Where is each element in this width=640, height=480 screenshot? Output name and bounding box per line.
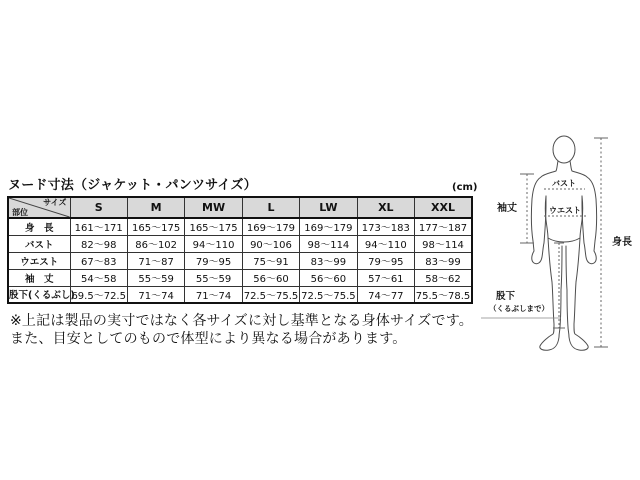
size-cell: 86～102	[127, 235, 184, 252]
size-cell: 98～114	[300, 235, 357, 252]
size-axis-label: サイズ	[43, 198, 67, 207]
column-header-xxl: XXL	[415, 197, 472, 218]
size-cell: 165～175	[185, 218, 242, 235]
size-cell: 79～95	[357, 252, 414, 269]
row-label-sleeve: 袖 丈	[8, 269, 70, 286]
column-header-xl: XL	[357, 197, 414, 218]
size-cell: 71～87	[127, 252, 184, 269]
inseam-label-line2: （くるぶしまで）	[489, 304, 549, 313]
bust-label: バスト	[552, 179, 576, 188]
size-cell: 82～98	[70, 235, 127, 252]
size-cell: 75～91	[242, 252, 299, 269]
column-header-s: S	[70, 197, 127, 218]
figure-left-leg	[540, 238, 562, 350]
size-cell: 169～179	[300, 218, 357, 235]
part-axis-label: 部位	[12, 208, 28, 217]
figure-right-leg	[566, 238, 588, 350]
size-cell: 83～99	[300, 252, 357, 269]
row-label-waist: ウエスト	[8, 252, 70, 269]
size-cell: 169～179	[242, 218, 299, 235]
size-cell: 75.5～78.5	[415, 286, 472, 303]
column-header-lw: LW	[300, 197, 357, 218]
size-cell: 55～59	[127, 269, 184, 286]
size-cell: 177～187	[415, 218, 472, 235]
size-cell: 79～95	[185, 252, 242, 269]
size-cell: 72.5～75.5	[242, 286, 299, 303]
unit-label: (cm)	[452, 182, 478, 193]
size-cell: 90～106	[242, 235, 299, 252]
note-line-2: また、目安としてのもので体型により異なる場合があります。	[10, 331, 407, 347]
size-cell: 161～171	[70, 218, 127, 235]
sleeve-label: 袖丈	[497, 203, 517, 214]
size-cell: 98～114	[415, 235, 472, 252]
size-cell: 94～110	[185, 235, 242, 252]
size-cell: 72.5～75.5	[300, 286, 357, 303]
size-cell: 74～77	[357, 286, 414, 303]
figure-torso	[545, 196, 583, 242]
size-cell: 58～62	[415, 269, 472, 286]
row-label-height: 身 長	[8, 218, 70, 235]
size-cell: 165～175	[127, 218, 184, 235]
size-cell: 83～99	[415, 252, 472, 269]
size-cell: 94～110	[357, 235, 414, 252]
column-header-l: L	[242, 197, 299, 218]
height-label: 身長	[612, 237, 632, 248]
figure-head	[553, 136, 575, 163]
size-cell: 71～74	[127, 286, 184, 303]
size-cell: 54～58	[70, 269, 127, 286]
size-cell: 67～83	[70, 252, 127, 269]
size-cell: 55～59	[185, 269, 242, 286]
size-cell: 71～74	[185, 286, 242, 303]
page-title: ヌード寸法（ジャケット・パンツサイズ）	[8, 178, 257, 193]
row-label-bust: バスト	[8, 235, 70, 252]
column-header-m: M	[127, 197, 184, 218]
row-label-inseam: 股下(くるぶし)	[8, 286, 70, 303]
column-header-mw: MW	[185, 197, 242, 218]
note-line-1: ※上記は製品の実寸ではなく各サイズに対し基準となる身体サイズです。	[10, 313, 473, 329]
size-cell: 57～61	[357, 269, 414, 286]
size-cell: 69.5～72.5	[70, 286, 127, 303]
waist-label: ウエスト	[549, 206, 581, 215]
size-cell: 173～183	[357, 218, 414, 235]
size-cell: 56～60	[300, 269, 357, 286]
inseam-label-line1: 股下	[496, 291, 516, 302]
size-cell: 56～60	[242, 269, 299, 286]
